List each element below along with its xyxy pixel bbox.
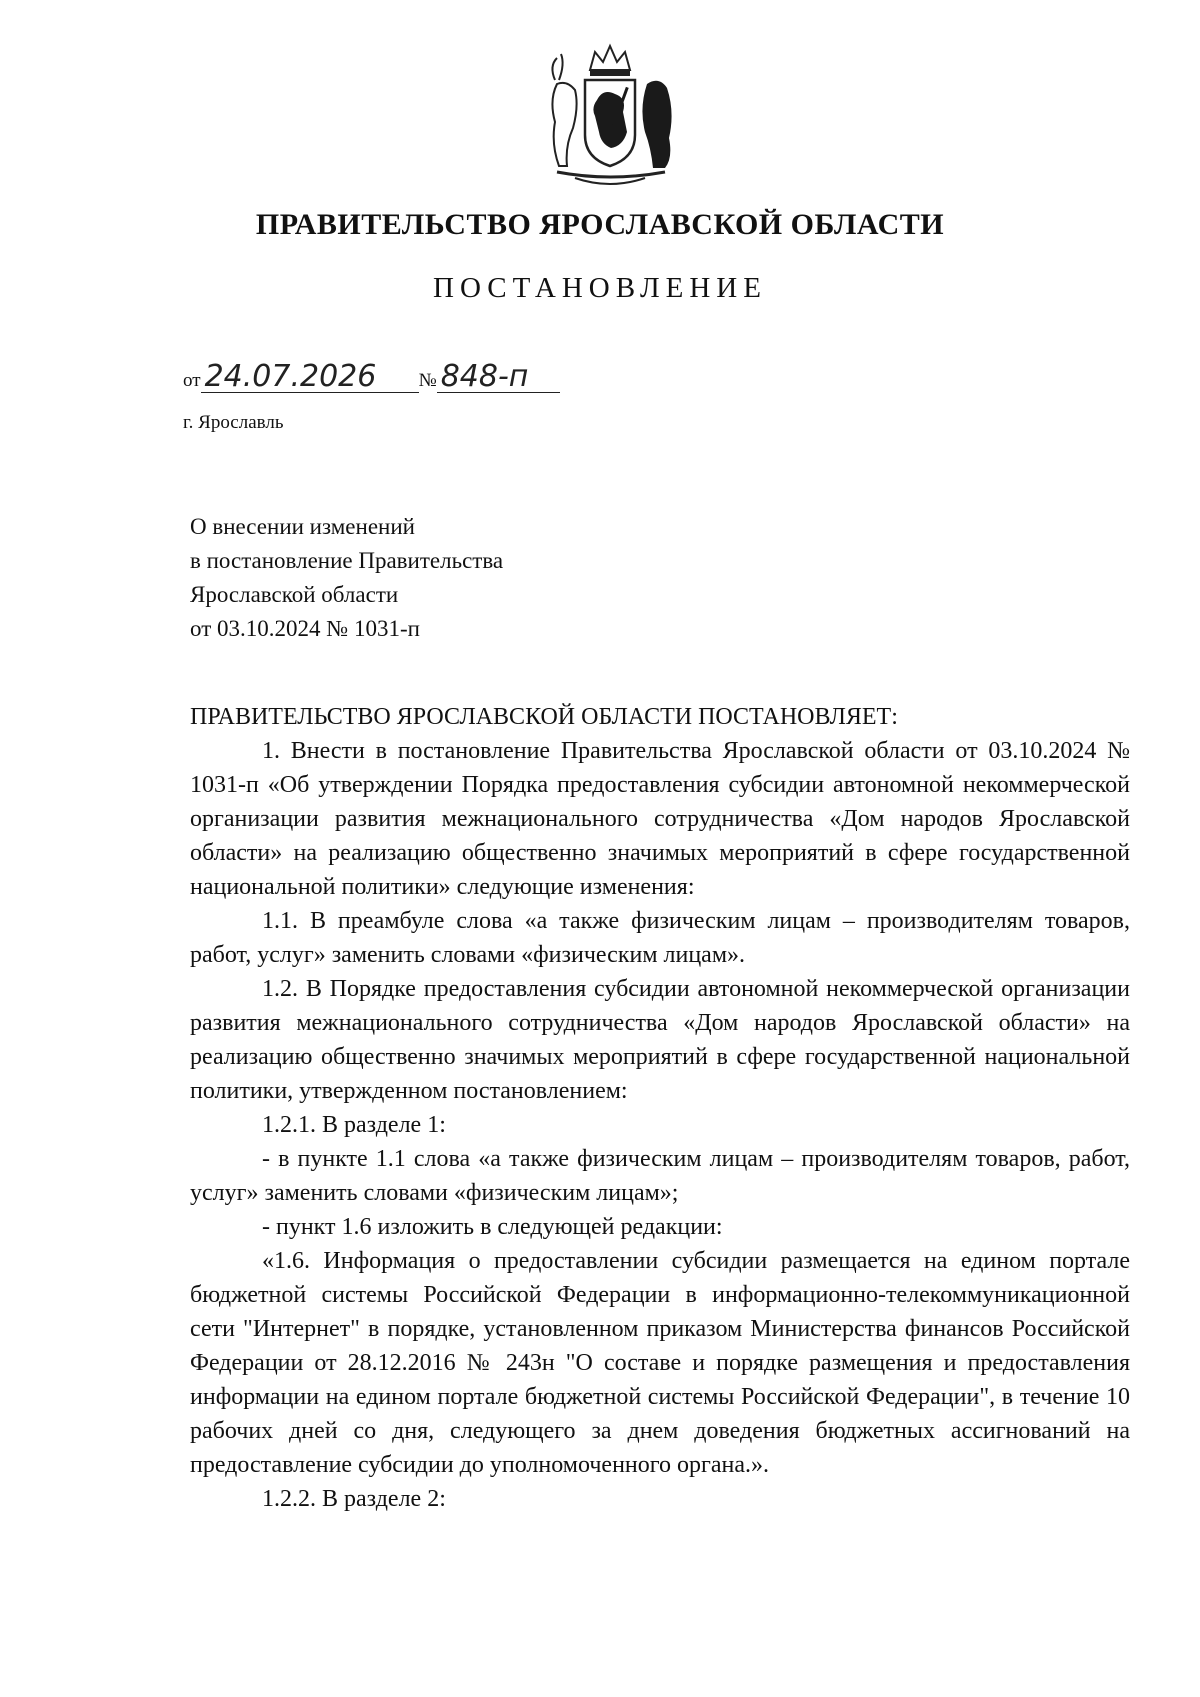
paragraph: 1.2.1. В разделе 1: (262, 1112, 446, 1138)
paragraph: 1.2.2. В разделе 2: (262, 1486, 446, 1512)
document-subject (190, 510, 503, 646)
coat-of-arms-emblem (535, 40, 685, 190)
city: г. Ярославль (183, 412, 284, 433)
government-title: ПРАВИТЕЛЬСТВО ЯРОСЛАВСКОЙ ОБЛАСТИ (255, 208, 945, 241)
document-type: ПОСТАНОВЛЕНИЕ (433, 272, 767, 304)
subject-line: Ярославской области (190, 582, 399, 607)
subject-line: в постановление Правительства (190, 548, 504, 573)
paragraph: 1.1. В преамбуле слова «а также физическим лицам – производителям товаров, работ, услуг» заменить словами «физическим лицам». (190, 908, 1130, 968)
subject-line: О внесении изменений (190, 514, 415, 539)
paragraph: 1. Внести в постановление Правительства Ярославской области от 03.10.2024 № 1031-п «Об утверждении Порядка предоставления субсидии автономной некоммерческой организации развития межнационального сотрудничества «Дом народов Ярославской области» на реализацию общественно значимых мероприятий в сфере государственной национальной политики» следующие изменения: (190, 738, 1130, 900)
date-prefix: от (183, 370, 201, 391)
registration-line (183, 359, 560, 394)
resolves-heading: ПРАВИТЕЛЬСТВО ЯРОСЛАВСКОЙ ОБЛАСТИ ПОСТАНОВЛЯЕТ: (190, 704, 898, 730)
paragraph: «1.6. Информация о предоставлении субсидии размещается на едином портале бюджетной системы Российской Федерации в информационно-телекоммуникационной сети "Интернет" в порядке, установленном приказом Министерства финансов Российской Федерации от 28.12.2016 № 243н "О составе и порядке размещения и предоставления информации на едином портале бюджетной системы Российской Федерации", в течение 10 рабочих дней со дня, следующего за днем доведения бюджетных ассигнований на предоставление субсидии до уполномоченного органа.». (190, 1248, 1130, 1478)
number-prefix: № (418, 370, 437, 391)
handwritten-date: 24.07.2026 (201, 362, 419, 393)
document-body (190, 700, 1130, 1516)
handwritten-number: 848-п (437, 362, 560, 393)
paragraph: 1.2. В Порядке предоставления субсидии автономной некоммерческой организации развития межнационального сотрудничества «Дом народов Ярославской области» на реализацию общественно значимых мероприятий в сфере государственной национальной политики, утвержденном постановлением: (190, 976, 1130, 1104)
paragraph: - в пункте 1.1 слова «а также физическим лицам – производителям товаров, работ, услуг» заменить словами «физическим лицам»; (190, 1146, 1130, 1206)
paragraph: - пункт 1.6 изложить в следующей редакции: (262, 1214, 723, 1240)
subject-line: от 03.10.2024 № 1031-п (190, 616, 420, 641)
